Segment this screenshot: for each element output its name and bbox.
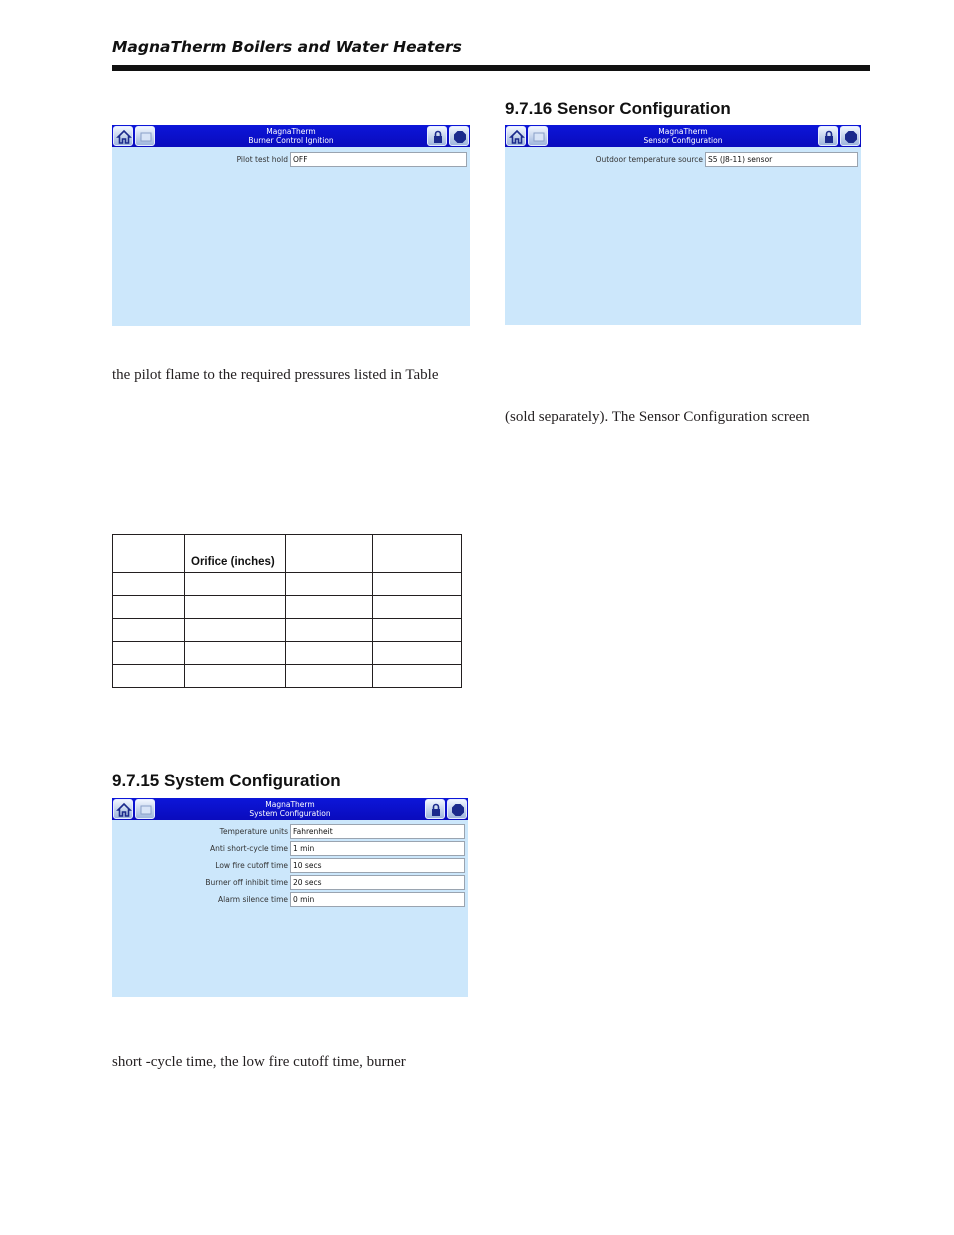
pilot-test-hold-field[interactable]: OFF bbox=[290, 152, 467, 167]
stop-button[interactable] bbox=[840, 126, 860, 146]
outdoor-temp-source-field[interactable]: S5 (J8-11) sensor bbox=[705, 152, 858, 167]
system-config-heading: 9.7.15 System Configuration bbox=[112, 771, 341, 790]
table-header-cell bbox=[286, 535, 373, 573]
stop-button[interactable] bbox=[449, 126, 469, 146]
field-row bbox=[112, 824, 468, 839]
table-header-cell: Orifice (inches) bbox=[185, 535, 286, 573]
screen-title-line2: Sensor Configuration bbox=[643, 136, 723, 145]
stop-icon bbox=[450, 802, 466, 818]
lock-button[interactable] bbox=[425, 799, 445, 819]
sensor-config-heading: 9.7.16 Sensor Configuration bbox=[505, 99, 731, 118]
low-fire-cutoff-field[interactable]: 10 secs bbox=[290, 858, 465, 873]
burner-control-screen bbox=[112, 125, 470, 326]
field-label: Outdoor temperature source bbox=[595, 155, 703, 164]
temperature-units-field[interactable]: Fahrenheit bbox=[290, 824, 465, 839]
field-label: Anti short-cycle time bbox=[210, 844, 288, 853]
header-rule bbox=[112, 65, 870, 71]
system-config-screen bbox=[112, 798, 468, 997]
screen-title-line1: MagnaTherm bbox=[266, 127, 316, 136]
table-row bbox=[113, 596, 462, 619]
lock-button[interactable] bbox=[427, 126, 447, 146]
anti-short-cycle-field[interactable]: 1 min bbox=[290, 841, 465, 856]
field-label: Pilot test hold bbox=[236, 155, 288, 164]
stop-icon bbox=[843, 129, 859, 145]
table-row bbox=[113, 665, 462, 688]
field-label: Temperature units bbox=[219, 827, 288, 836]
lock-icon bbox=[430, 129, 446, 145]
screen-title-line1: MagnaTherm bbox=[658, 127, 708, 136]
field-row bbox=[112, 152, 470, 167]
field-row bbox=[505, 152, 861, 167]
field-row bbox=[112, 841, 468, 856]
table-header-cell bbox=[373, 535, 462, 573]
table-row bbox=[113, 642, 462, 665]
title-bar bbox=[112, 125, 470, 147]
alarm-silence-field[interactable]: 0 min bbox=[290, 892, 465, 907]
field-row bbox=[112, 875, 468, 890]
field-row bbox=[112, 858, 468, 873]
pilot-text: the pilot flame to the required pressures listed in Table bbox=[112, 367, 439, 383]
screen-title bbox=[505, 127, 861, 145]
field-label: Low fire cutoff time bbox=[215, 861, 288, 870]
burner-off-inhibit-field[interactable]: 20 secs bbox=[290, 875, 465, 890]
screen-title bbox=[112, 800, 468, 818]
stop-button[interactable] bbox=[447, 799, 467, 819]
field-label: Alarm silence time bbox=[218, 895, 288, 904]
field-row bbox=[112, 892, 468, 907]
screen-title bbox=[112, 127, 470, 145]
sensor-text: (sold separately). The Sensor Configuration screen bbox=[505, 409, 810, 425]
title-bar bbox=[505, 125, 861, 147]
table-row bbox=[113, 573, 462, 596]
title-bar bbox=[112, 798, 468, 820]
sensor-config-screen bbox=[505, 125, 861, 325]
system-text: short -cycle time, the low fire cutoff time, burner bbox=[112, 1054, 406, 1070]
lock-icon bbox=[428, 802, 444, 818]
field-label: Burner off inhibit time bbox=[205, 878, 288, 887]
orifice-table bbox=[112, 534, 462, 688]
lock-button[interactable] bbox=[818, 126, 838, 146]
table-row bbox=[113, 619, 462, 642]
lock-icon bbox=[821, 129, 837, 145]
stop-icon bbox=[452, 129, 468, 145]
table-header-cell bbox=[113, 535, 185, 573]
screen-title-line1: MagnaTherm bbox=[265, 800, 315, 809]
screen-title-line2: System Configuration bbox=[249, 809, 331, 818]
table-header-row bbox=[113, 535, 462, 573]
running-header: MagnaTherm Boilers and Water Heaters bbox=[112, 38, 462, 56]
screen-title-line2: Burner Control Ignition bbox=[248, 136, 334, 145]
